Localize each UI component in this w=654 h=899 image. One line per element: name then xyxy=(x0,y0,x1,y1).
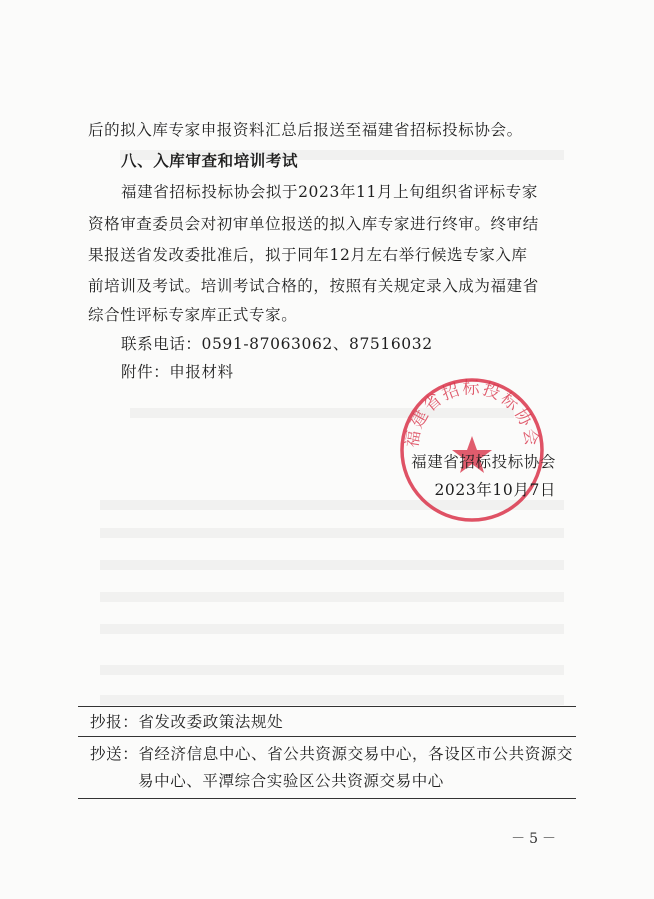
contact-phone: 联系电话：0591-87063062、87516032 xyxy=(121,335,433,353)
body-line: 综合性评标专家库正式专家。 xyxy=(88,306,298,324)
signature-org: 福建省招标投标协会 xyxy=(411,453,556,471)
page-number: －5－ xyxy=(511,831,560,847)
body-line: 果报送省发改委批准后，拟于同年12月左右举行候选专家入库 xyxy=(88,246,528,264)
body-line: 前培训及考试。培训考试合格的，按照有关规定录入成为福建省 xyxy=(88,277,539,295)
cc-label: 抄报： xyxy=(90,713,139,731)
divider-line xyxy=(78,706,576,707)
send-row xyxy=(90,744,580,764)
section-heading: 八、入库审查和培训考试 xyxy=(121,152,299,170)
send-value-line1: 省经济信息中心、省公共资源交易中心，各设区市公共资源交 xyxy=(138,745,574,763)
body-line: 资格审查委员会对初审单位报送的拟入库专家进行终审。终审结 xyxy=(88,215,539,233)
signature-date: 2023年10月7日 xyxy=(434,481,556,499)
cc-row xyxy=(90,712,580,732)
body-line: 福建省招标投标协会拟于2023年11月上旬组织省评标专家 xyxy=(121,183,538,201)
bleed-through xyxy=(100,592,564,602)
bleed-through xyxy=(100,560,564,570)
cc-value: 省发改委政策法规处 xyxy=(138,713,284,731)
bleed-through xyxy=(100,624,564,634)
bleed-through xyxy=(100,528,564,538)
seal-text: 福建省招标投标协会 xyxy=(402,378,542,450)
send-value-line2: 易中心、平潭综合实验区公共资源交易中心 xyxy=(138,772,444,790)
attachment-note: 附件：申报材料 xyxy=(121,363,234,381)
divider-line xyxy=(78,736,576,737)
bleed-through xyxy=(100,665,564,675)
divider-line xyxy=(78,798,576,799)
send-label: 抄送： xyxy=(90,745,139,763)
official-seal-icon xyxy=(398,376,546,524)
body-line: 后的拟入库专家申报资料汇总后报送至福建省招标投标协会。 xyxy=(88,121,523,139)
bleed-through xyxy=(100,695,564,705)
